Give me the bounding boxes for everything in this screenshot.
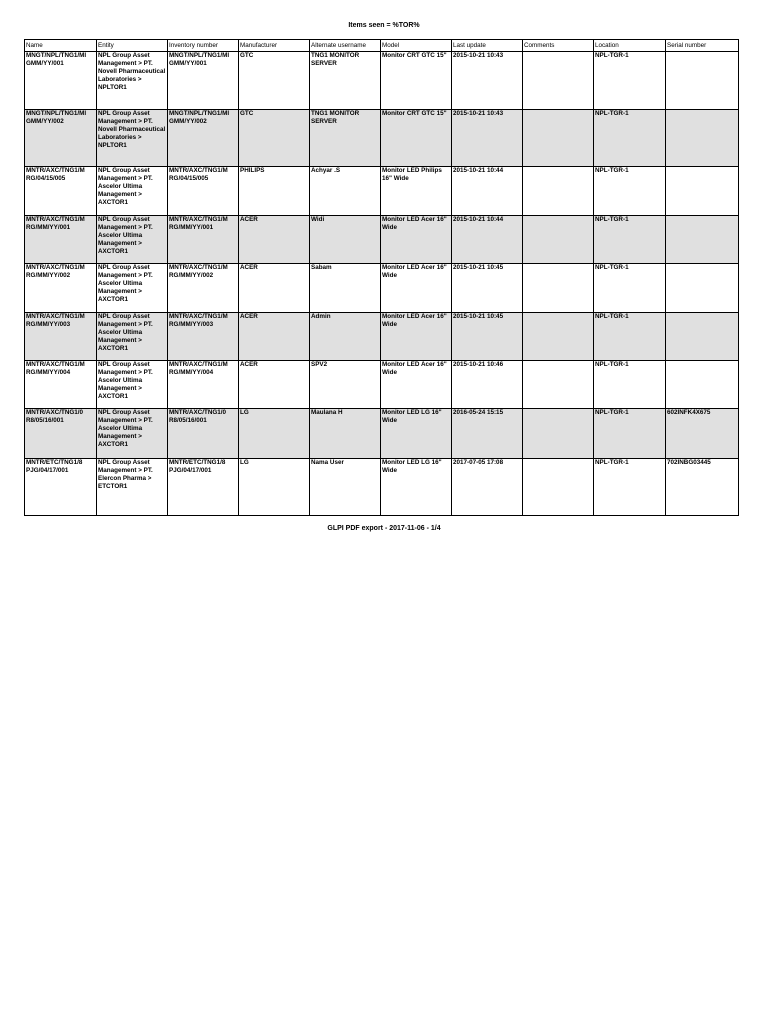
table-row[interactable]	[25, 361, 739, 409]
cell-alternate-username: Sabam	[310, 264, 381, 313]
cell-location: NPL-TGR-1	[594, 459, 666, 516]
cell-manufacturer: ACER	[239, 264, 310, 313]
cell-location: NPL-TGR-1	[594, 361, 666, 409]
cell-last-update: 2015-10-21 10:44	[452, 167, 523, 216]
cell-inventory-number: MNGT/NPL/TNG1/MI GMM/YY/001	[168, 52, 239, 110]
cell-last-update: 2015-10-21 10:43	[452, 110, 523, 167]
cell-inventory-number: MNTR/ETC/TNG1/8 PJG/04/17/001	[168, 459, 239, 516]
column-header-serial-number[interactable]: Serial number	[666, 40, 739, 52]
cell-name[interactable]: MNTR/AXC/TNG1/0 R8/05/16/001	[25, 409, 97, 459]
cell-comments	[523, 264, 594, 313]
page-title: Items seen = %TOR%	[348, 22, 420, 29]
cell-model: Monitor LED Acer 16" Wide	[381, 264, 452, 313]
cell-name[interactable]: MNTR/AXC/TNG1/M RG/04/15/005	[25, 167, 97, 216]
cell-location: NPL-TGR-1	[594, 52, 666, 110]
cell-inventory-number: MNTR/AXC/TNG1/M RG/04/15/005	[168, 167, 239, 216]
column-header-inventory-number[interactable]: Inventory number	[168, 40, 239, 52]
table-row[interactable]	[25, 216, 739, 264]
cell-model: Monitor LED Acer 16" Wide	[381, 361, 452, 409]
cell-comments	[523, 110, 594, 167]
cell-serial-number	[666, 110, 739, 167]
cell-serial-number	[666, 52, 739, 110]
cell-last-update: 2015-10-21 10:43	[452, 52, 523, 110]
cell-last-update: 2015-10-21 10:45	[452, 264, 523, 313]
cell-alternate-username: Maulana H	[310, 409, 381, 459]
cell-entity: NPL Group Asset Management > PT. Novell Pharmaceutical Laboratories > NPLTOR1	[97, 110, 168, 167]
cell-location: NPL-TGR-1	[594, 264, 666, 313]
cell-location: NPL-TGR-1	[594, 167, 666, 216]
cell-inventory-number: MNTR/AXC/TNG1/M RG/MM/YY/004	[168, 361, 239, 409]
cell-alternate-username: TNG1 MONITOR SERVER	[310, 110, 381, 167]
cell-entity: NPL Group Asset Management > PT. Ascelor Ultima Management > AXCTOR1	[97, 361, 168, 409]
cell-comments	[523, 313, 594, 361]
table-row[interactable]	[25, 264, 739, 313]
cell-manufacturer: LG	[239, 459, 310, 516]
table-row[interactable]	[25, 167, 739, 216]
cell-serial-number: 602INFK4X675	[666, 409, 739, 459]
cell-inventory-number: MNTR/AXC/TNG1/M RG/MM/YY/001	[168, 216, 239, 264]
cell-serial-number	[666, 361, 739, 409]
cell-entity: NPL Group Asset Management > PT. Novell Pharmaceutical Laboratories > NPLTOR1	[97, 52, 168, 110]
cell-comments	[523, 216, 594, 264]
cell-model: Monitor CRT GTC 15"	[381, 52, 452, 110]
cell-manufacturer: ACER	[239, 216, 310, 264]
table-body	[25, 52, 739, 516]
cell-model: Monitor LED LG 16" Wide	[381, 459, 452, 516]
column-header-entity[interactable]: Entity	[97, 40, 168, 52]
cell-entity: NPL Group Asset Management > PT. Ascelor Ultima Management > AXCTOR1	[97, 167, 168, 216]
cell-manufacturer: PHILIPS	[239, 167, 310, 216]
cell-alternate-username: Nama User	[310, 459, 381, 516]
column-header-last-update[interactable]: Last update	[452, 40, 523, 52]
cell-manufacturer: ACER	[239, 361, 310, 409]
cell-name[interactable]: MNGT/NPL/TNG1/MI GMM/YY/002	[25, 110, 97, 167]
table-row[interactable]	[25, 313, 739, 361]
cell-comments	[523, 361, 594, 409]
cell-serial-number: 702INBG03445	[666, 459, 739, 516]
cell-last-update: 2015-10-21 10:45	[452, 313, 523, 361]
cell-name[interactable]: MNTR/AXC/TNG1/M RG/MM/YY/003	[25, 313, 97, 361]
cell-comments	[523, 52, 594, 110]
cell-model: Monitor LED Acer 16" Wide	[381, 216, 452, 264]
cell-last-update: 2016-05-24 15:15	[452, 409, 523, 459]
table-row[interactable]	[25, 459, 739, 516]
column-header-name[interactable]: Name	[25, 40, 97, 52]
cell-serial-number	[666, 313, 739, 361]
column-header-comments[interactable]: Comments	[523, 40, 594, 52]
cell-entity: NPL Group Asset Management > PT. Ascelor Ultima Management > AXCTOR1	[97, 313, 168, 361]
cell-serial-number	[666, 167, 739, 216]
cell-serial-number	[666, 216, 739, 264]
cell-location: NPL-TGR-1	[594, 313, 666, 361]
cell-inventory-number: MNTR/AXC/TNG1/M RG/MM/YY/002	[168, 264, 239, 313]
items-table	[24, 39, 739, 516]
cell-alternate-username: Admin	[310, 313, 381, 361]
cell-model: Monitor LED Acer 16" Wide	[381, 313, 452, 361]
cell-alternate-username: SPV2	[310, 361, 381, 409]
column-header-alternate-username[interactable]: Alternate username	[310, 40, 381, 52]
column-header-model[interactable]: Model	[381, 40, 452, 52]
column-header-location[interactable]: Location	[594, 40, 666, 52]
cell-entity: NPL Group Asset Management > PT. Ascelor Ultima Management > AXCTOR1	[97, 216, 168, 264]
cell-manufacturer: ACER	[239, 313, 310, 361]
cell-model: Monitor LED Philips 16" Wide	[381, 167, 452, 216]
cell-last-update: 2015-10-21 10:46	[452, 361, 523, 409]
cell-inventory-number: MNTR/AXC/TNG1/M RG/MM/YY/003	[168, 313, 239, 361]
cell-location: NPL-TGR-1	[594, 110, 666, 167]
table-header-row	[25, 40, 739, 52]
cell-manufacturer: GTC	[239, 52, 310, 110]
cell-manufacturer: GTC	[239, 110, 310, 167]
page-footer: GLPI PDF export - 2017-11-06 - 1/4	[327, 525, 441, 532]
cell-alternate-username: Widi	[310, 216, 381, 264]
table-row[interactable]	[25, 409, 739, 459]
cell-location: NPL-TGR-1	[594, 216, 666, 264]
column-header-manufacturer[interactable]: Manufacturer	[239, 40, 310, 52]
cell-model: Monitor CRT GTC 15"	[381, 110, 452, 167]
cell-name[interactable]: MNTR/AXC/TNG1/M RG/MM/YY/002	[25, 264, 97, 313]
table-row[interactable]	[25, 110, 739, 167]
cell-comments	[523, 409, 594, 459]
cell-name[interactable]: MNTR/AXC/TNG1/M RG/MM/YY/001	[25, 216, 97, 264]
cell-comments	[523, 459, 594, 516]
cell-entity: NPL Group Asset Management > PT. Ascelor Ultima Management > AXCTOR1	[97, 409, 168, 459]
cell-entity: NPL Group Asset Management > PT. Ascelor Ultima Management > AXCTOR1	[97, 264, 168, 313]
cell-location: NPL-TGR-1	[594, 409, 666, 459]
cell-model: Monitor LED LG 16" Wide	[381, 409, 452, 459]
cell-alternate-username: TNG1 MONITOR SERVER	[310, 52, 381, 110]
cell-name[interactable]: MNTR/ETC/TNG1/8 PJG/04/17/001	[25, 459, 97, 516]
cell-manufacturer: LG	[239, 409, 310, 459]
cell-entity: NPL Group Asset Management > PT. Elercon Pharma > ETCTOR1	[97, 459, 168, 516]
cell-last-update: 2015-10-21 10:44	[452, 216, 523, 264]
cell-last-update: 2017-07-05 17:08	[452, 459, 523, 516]
cell-alternate-username: Achyar .S	[310, 167, 381, 216]
cell-serial-number	[666, 264, 739, 313]
cell-inventory-number: MNGT/NPL/TNG1/MI GMM/YY/002	[168, 110, 239, 167]
cell-comments	[523, 167, 594, 216]
cell-name[interactable]: MNGT/NPL/TNG1/MI GMM/YY/001	[25, 52, 97, 110]
cell-inventory-number: MNTR/AXC/TNG1/0 R8/05/16/001	[168, 409, 239, 459]
table-row[interactable]	[25, 52, 739, 110]
cell-name[interactable]: MNTR/AXC/TNG1/M RG/MM/YY/004	[25, 361, 97, 409]
